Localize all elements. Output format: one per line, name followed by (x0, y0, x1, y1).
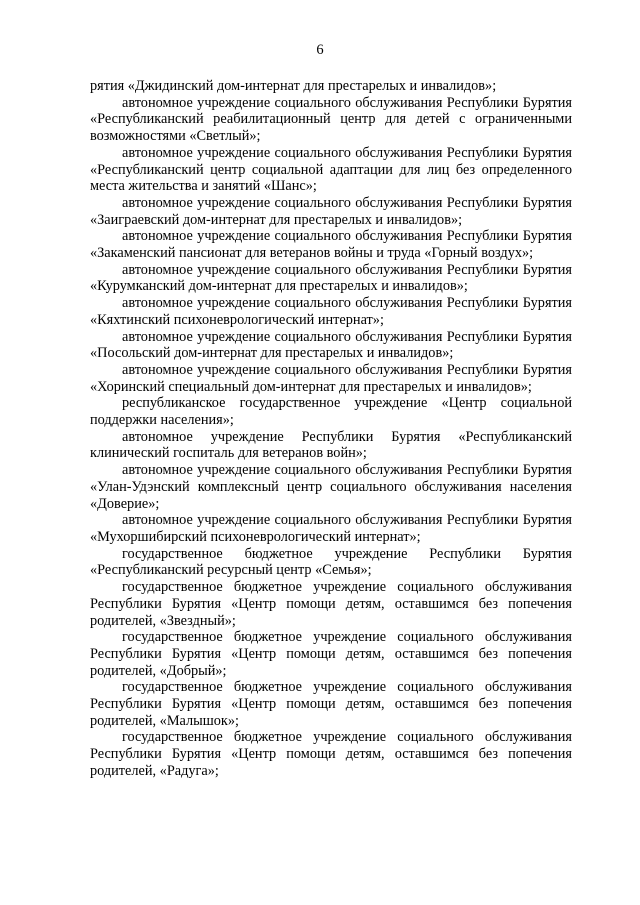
paragraph: автономное учреждение социального обслуживания Республики Бурятия «Мухоршибирский психоневрологический интернат»; (90, 512, 572, 545)
paragraph: автономное учреждение социального обслуживания Республики Бурятия «Закаменский пансионат для ветеранов войны и труда «Горный воздух»; (90, 228, 572, 262)
paragraph: автономное учреждение Республики Бурятия «Республиканский клинический госпиталь для ветеранов войн»; (90, 428, 572, 462)
page-number: 6 (316, 42, 324, 58)
paragraph: автономное учреждение социального обслуживания Республики Бурятия «Кяхтинский психоневрологический интернат»; (90, 295, 572, 328)
paragraph: автономное учреждение социального обслуживания Республики Бурятия «Республиканский центр социальной адаптации для лиц без определенного места жительства и занятий «Шанс»; (90, 144, 572, 195)
paragraph: государственное бюджетное учреждение социального обслуживания Республики Бурятия «Центр помощи детям, оставшимся без попечения родителей, «Радуга»; (90, 729, 572, 779)
paragraph: государственное бюджетное учреждение социального обслуживания Республики Бурятия «Центр помощи детям, оставшимся без попечения родителей, «Звездный»; (90, 579, 572, 629)
paragraph: автономное учреждение социального обслуживания Республики Бурятия «Заиграевский дом-интернат для престарелых и инвалидов»; (90, 194, 572, 228)
paragraph: автономное учреждение социального обслуживания Республики Бурятия «Улан-Удэнский комплексный центр социального обслуживания населения «Доверие»; (90, 462, 572, 512)
paragraph: автономное учреждение социального обслуживания Республики Бурятия «Курумканский дом-интернат для престарелых и инвалидов»; (90, 261, 572, 295)
paragraph: автономное учреждение социального обслуживания Республики Бурятия «Республиканский реабилитационный центр для детей с ограниченными возможностями «Светлый»; (90, 94, 572, 145)
paragraph-continuation: рятия «Джидинский дом-интернат для престарелых и инвалидов»; (90, 78, 497, 94)
paragraph: автономное учреждение социального обслуживания Республики Бурятия «Хоринский специальный дом-интернат для престарелых и инвалидов»; (90, 361, 572, 395)
paragraph: автономное учреждение социального обслуживания Республики Бурятия «Посольский дом-интернат для престарелых и инвалидов»; (90, 328, 572, 362)
paragraph: государственное бюджетное учреждение социального обслуживания Республики Бурятия «Центр помощи детям, оставшимся без попечения родителей, «Добрый»; (90, 629, 572, 679)
paragraph: республиканское государственное учреждение «Центр социальной поддержки населения»; (90, 395, 572, 429)
document-body (90, 78, 572, 780)
paragraph: государственное бюджетное учреждение социального обслуживания Республики Бурятия «Центр помощи детям, оставшимся без попечения родителей, «Малышок»; (90, 679, 572, 729)
paragraph: государственное бюджетное учреждение Республики Бурятия «Республиканский ресурсный центр «Семья»; (90, 545, 572, 579)
